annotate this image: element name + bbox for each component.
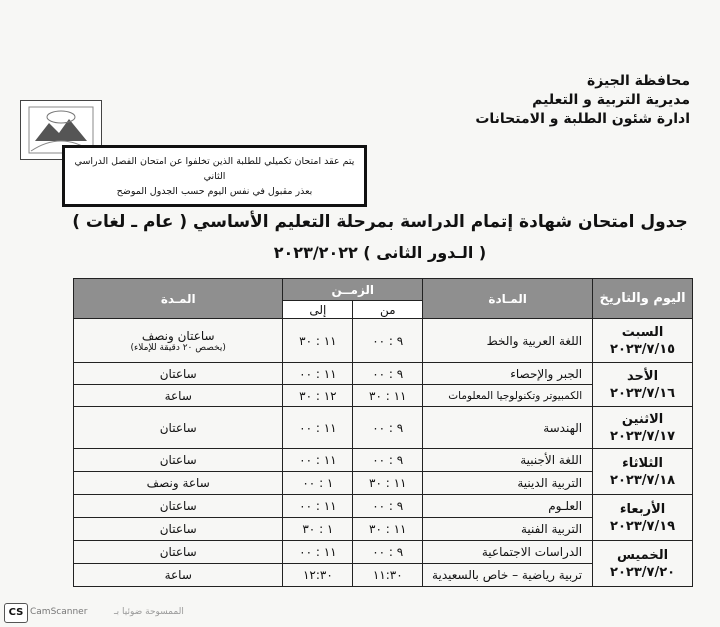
table-row (74, 495, 693, 518)
directorate-header (430, 72, 690, 129)
table-row (74, 363, 693, 385)
duration-cell: ساعتان (74, 518, 283, 541)
subject-cell: الجبر والإحصاء (423, 363, 593, 385)
time-from-cell: ٩ : ٠٠ (353, 449, 423, 472)
time-to-cell: ١١ : ٠٠ (283, 541, 353, 564)
duration-cell: ساعة (74, 564, 283, 587)
time-from-cell: ١١ : ٣٠ (353, 385, 423, 407)
duration-note: (يخصص ٢٠ دقيقة للإملاء) (130, 342, 226, 353)
duration-cell: ساعة ونصف (74, 472, 283, 495)
scanned-with-label: الممسوحة ضوئيا بـ (114, 607, 184, 617)
duration-cell: ساعتان (74, 449, 283, 472)
day-cell (593, 319, 693, 363)
camscanner-name: CamScanner (30, 607, 88, 617)
duration-text: ساعتان ونصف (141, 328, 215, 343)
header-from: من (353, 301, 423, 319)
day-date: ٢٠٢٣/٧/١٥ (610, 341, 676, 357)
table-row (74, 449, 693, 472)
day-name: الأحد (627, 368, 659, 384)
subject-cell: اللغة الأجنبية (423, 449, 593, 472)
duration-cell: ساعتان (74, 495, 283, 518)
time-from-cell: ٩ : ٠٠ (353, 495, 423, 518)
header-subject: المـادة (423, 279, 593, 319)
time-from-cell: ٩ : ٠٠ (353, 407, 423, 449)
day-cell (593, 407, 693, 449)
day-date: ٢٠٢٣/٧/١٩ (610, 518, 676, 534)
day-cell (593, 363, 693, 407)
table-row (74, 319, 693, 363)
header-governorate: محافظة الجيزة (586, 73, 690, 89)
time-to-cell: ١١ : ٠٠ (283, 449, 353, 472)
time-from-cell: ٩ : ٠٠ (353, 319, 423, 363)
subject-cell: الدراسات الاجتماعية (423, 541, 593, 564)
header-to: إلى (283, 301, 353, 319)
day-cell (593, 541, 693, 587)
table-row (74, 541, 693, 564)
subject-cell: الكمبيوتر وتكنولوجيا المعلومات (423, 385, 593, 407)
time-to-cell: ١٢ : ٣٠ (283, 385, 353, 407)
table-row (74, 407, 693, 449)
subject-cell: الهندسة (423, 407, 593, 449)
time-to-cell: ١١ : ٣٠ (283, 319, 353, 363)
subject-cell: التربية الفنية (423, 518, 593, 541)
makeup-exam-notice (62, 145, 367, 207)
subject-cell: تربية رياضية – خاص بالسعيدية (423, 564, 593, 587)
time-to-cell: ١٢:٣٠ (283, 564, 353, 587)
day-date: ٢٠٢٣/٧/١٦ (610, 385, 676, 401)
day-name: الخميس (617, 547, 669, 563)
time-to-cell: ١١ : ٠٠ (283, 407, 353, 449)
day-name: الثلاثاء (622, 455, 664, 471)
day-date: ٢٠٢٣/٧/١٨ (610, 472, 676, 488)
notice-line-2: بعذر مقبول في نفس اليوم حسب الجدول الموضح (116, 186, 313, 197)
duration-cell: ساعتان (74, 541, 283, 564)
day-date: ٢٠٢٣/٧/١٧ (610, 428, 676, 444)
time-to-cell: ١ : ٣٠ (283, 518, 353, 541)
time-to-cell: ١١ : ٠٠ (283, 363, 353, 385)
header-duration: المـدة (74, 279, 283, 319)
day-cell (593, 495, 693, 541)
header-day-date: اليوم والتاريخ (593, 279, 693, 319)
time-from-cell: ١١ : ٣٠ (353, 472, 423, 495)
time-from-cell: ٩ : ٠٠ (353, 363, 423, 385)
page-subtitle: ( الـدور الثانى ) ٢٠٢٣/٢٠٢٢ (273, 243, 487, 262)
time-from-cell: ١١:٣٠ (353, 564, 423, 587)
time-from-cell: ١١ : ٣٠ (353, 518, 423, 541)
subject-cell: اللغة العربية والخط (423, 319, 593, 363)
page-title: جدول امتحان شهادة إتمام الدراسة بمرحلة التعليم الأساسي ( عام ـ لغات ) (72, 212, 688, 232)
duration-cell: ساعة (74, 385, 283, 407)
time-from-cell: ٩ : ٠٠ (353, 541, 423, 564)
header-time: الزمــن (283, 279, 423, 301)
time-to-cell: ١١ : ٠٠ (283, 495, 353, 518)
duration-cell: ساعتان (74, 407, 283, 449)
header-directorate: مديرية التربية و التعليم (532, 92, 690, 108)
duration-cell (74, 319, 283, 363)
notice-line-1: يتم عقد امتحان تكميلي للطلبة الذين تخلفوا عن امتحان الفصل الدراسي الثاني (74, 156, 355, 182)
header-administration: ادارة شئون الطلبة و الامتحانات (475, 111, 690, 127)
day-cell (593, 449, 693, 495)
day-name: السبت (621, 324, 664, 340)
day-name: الاثنين (621, 411, 664, 427)
day-date: ٢٠٢٣/٧/٢٠ (610, 564, 676, 580)
day-name: الأربعاء (619, 501, 666, 517)
duration-cell: ساعتان (74, 363, 283, 385)
exam-schedule-table (73, 278, 693, 587)
time-to-cell: ١ : ٠٠ (283, 472, 353, 495)
subject-cell: العلـوم (423, 495, 593, 518)
subject-cell: التربية الدينية (423, 472, 593, 495)
camscanner-logo: CS (4, 603, 28, 623)
